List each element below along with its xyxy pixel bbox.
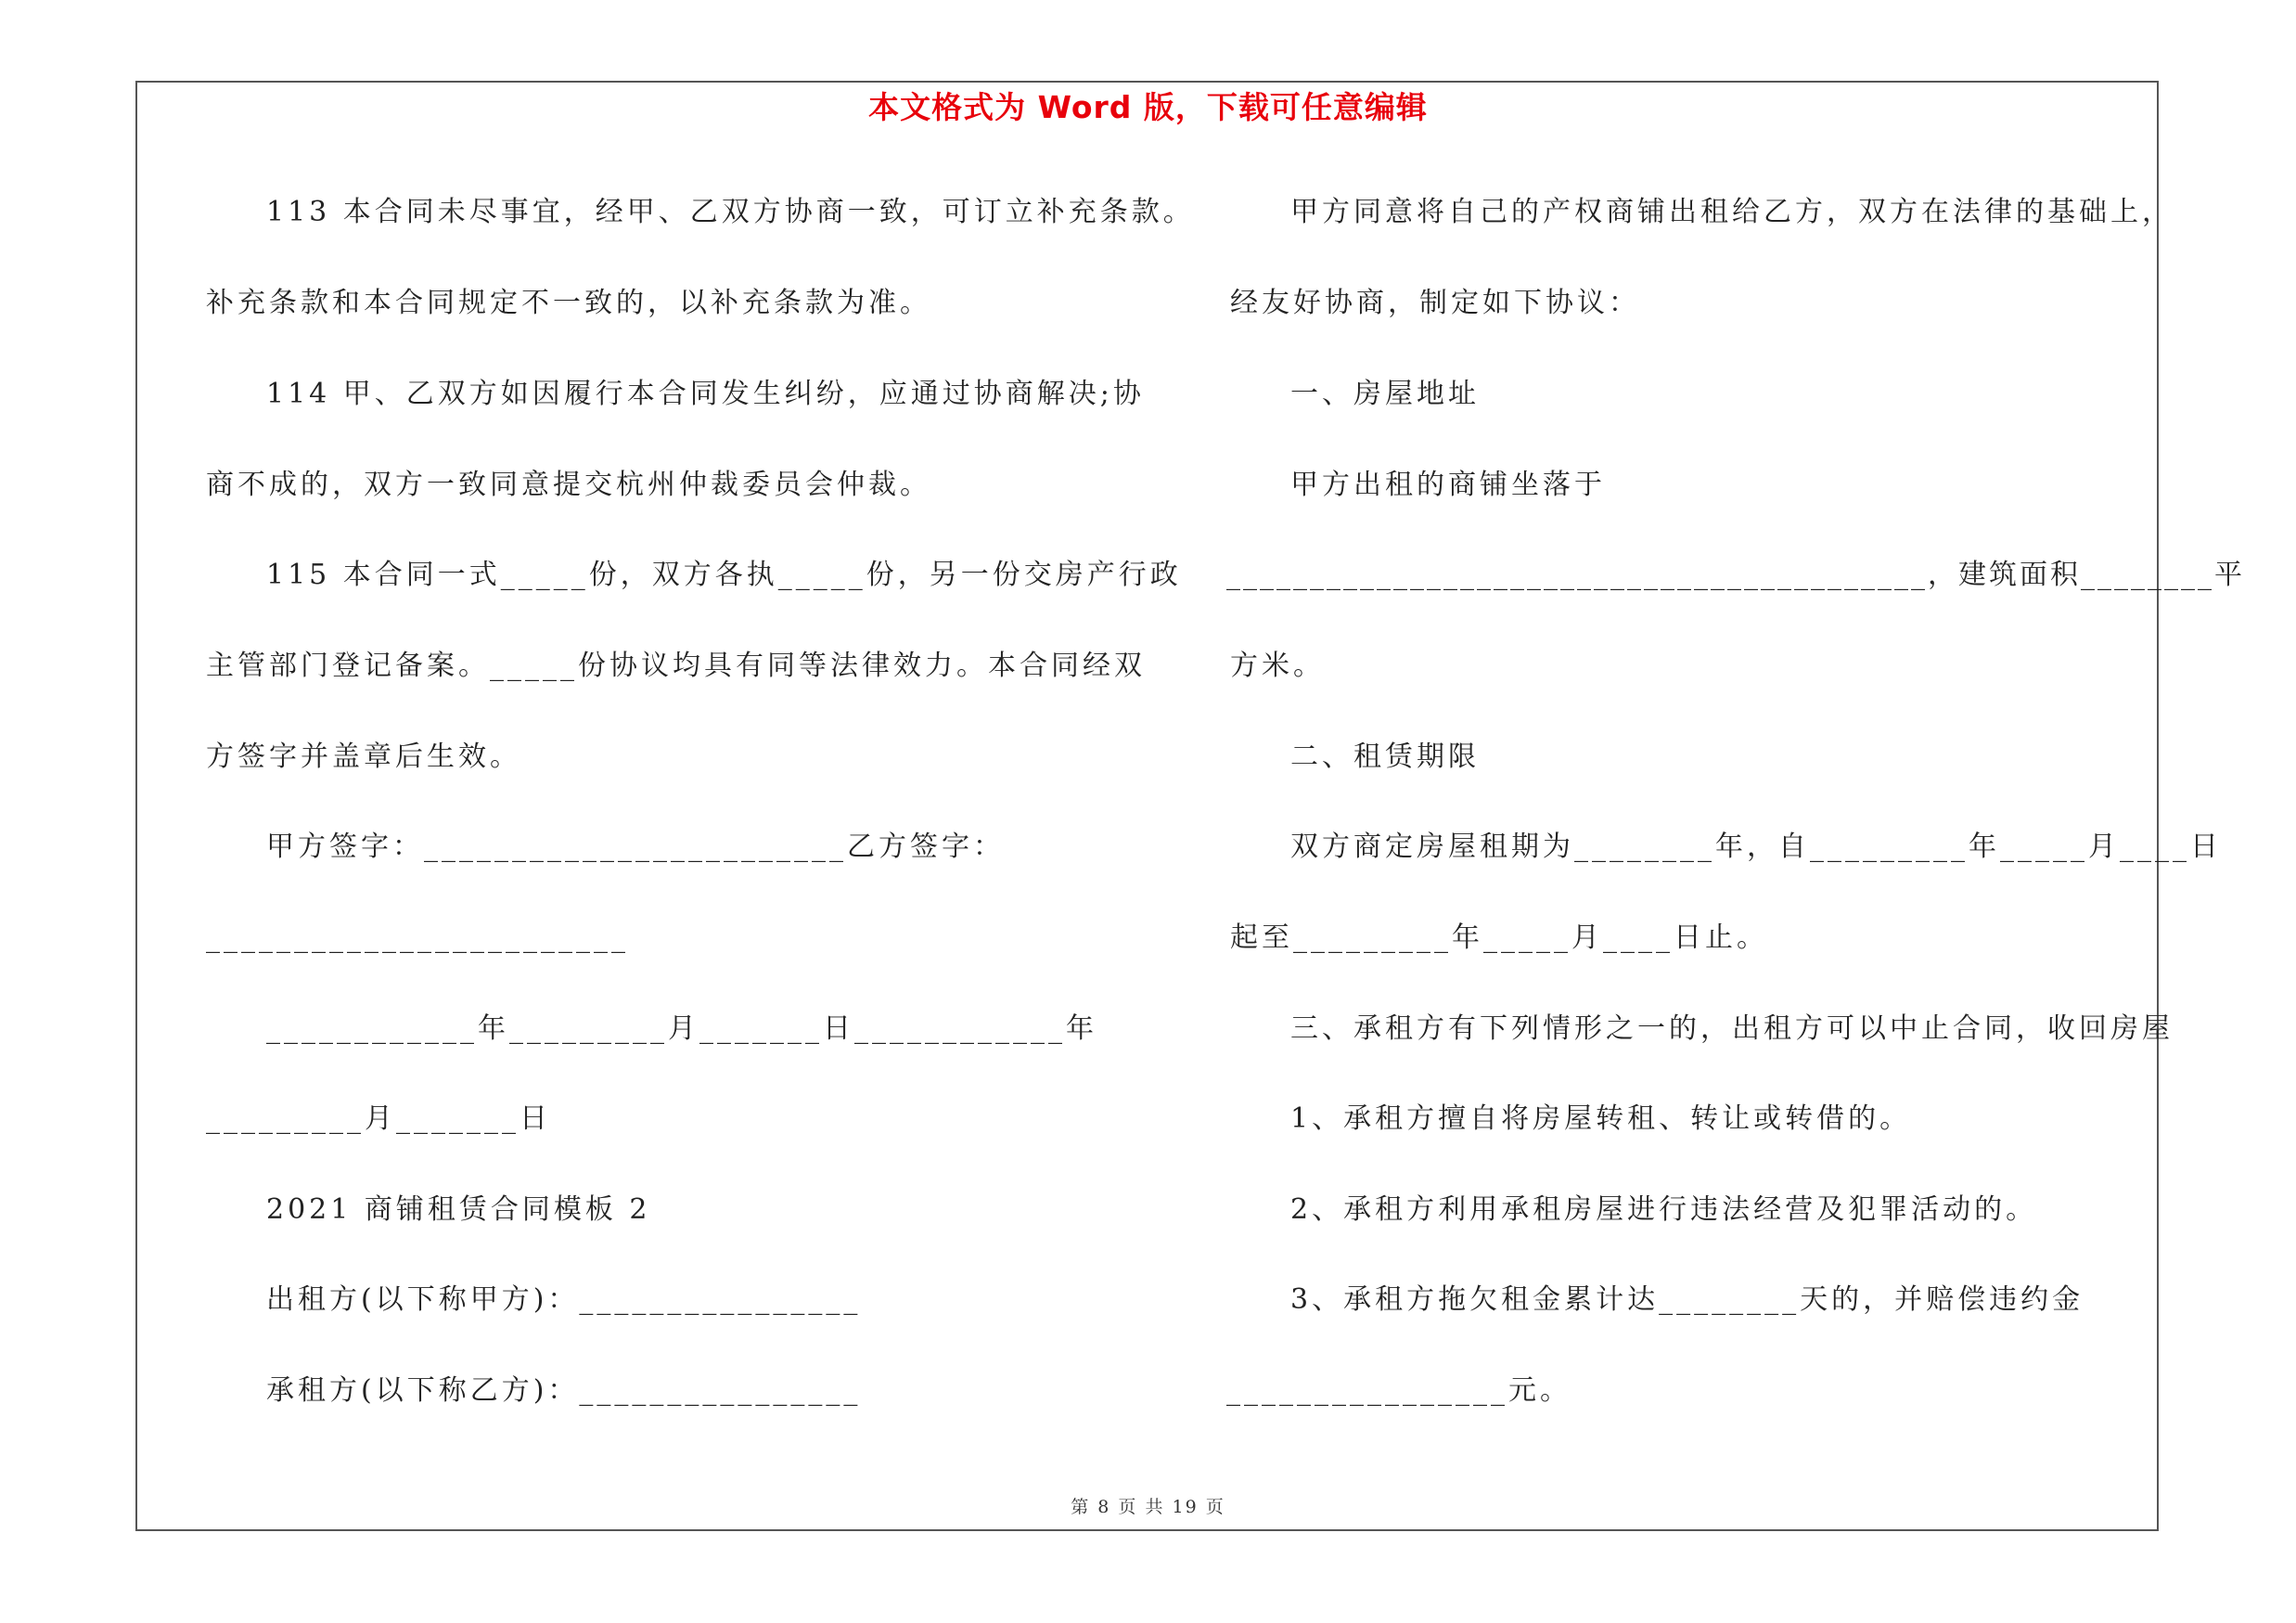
left-line-1: 113 本合同未尽事宜，经甲、乙双方协商一致，可订立补充条款。 bbox=[266, 196, 1195, 228]
left-line-6: 主管部门登记备案。_____份协议均具有同等法律效力。本合同经双 bbox=[206, 650, 1146, 682]
lessee-line: 承租方(以下称乙方)：________________ bbox=[266, 1374, 862, 1407]
section-heading-term: 二、租赁期限 bbox=[1290, 741, 1480, 773]
section-heading-address: 一、房屋地址 bbox=[1290, 378, 1480, 410]
format-banner: 本文格式为 Word 版，下载可任意编辑 bbox=[868, 89, 1428, 125]
lessor-line: 出租方(以下称甲方)：________________ bbox=[266, 1283, 862, 1316]
left-line-7: 方签字并盖章后生效。 bbox=[206, 741, 521, 773]
right-line-2: 经友好协商，制定如下协议： bbox=[1230, 287, 1640, 319]
signature-line: 甲方签字：________________________乙方签字： bbox=[266, 831, 1005, 863]
clause-3-continued: ________________元。 bbox=[1226, 1374, 1571, 1407]
right-line-6: 方米。 bbox=[1230, 650, 1325, 682]
clause-3: 3、承租方拖欠租金累计达________天的，并赔偿违约金 bbox=[1290, 1283, 2084, 1316]
template-title: 2021 商铺租赁合同模板 2 bbox=[266, 1193, 651, 1226]
clause-1: 1、承租方擅自将房屋转租、转让或转借的。 bbox=[1290, 1102, 1912, 1135]
clause-2: 2、承租方利用承租房屋进行违法经营及犯罪活动的。 bbox=[1290, 1193, 2038, 1226]
left-line-2: 补充条款和本合同规定不一致的，以补充条款为准。 bbox=[206, 287, 931, 319]
date-line-1: ____________年_________月_______日____________年 bbox=[266, 1012, 1097, 1045]
page-number: 第 8 页 共 19 页 bbox=[1071, 1497, 1225, 1517]
term-line-2: 起至_________年_____月____日止。 bbox=[1230, 921, 1768, 954]
term-line-1: 双方商定房屋租期为________年，自_________年_____月____日 bbox=[1290, 831, 2222, 863]
right-line-1: 甲方同意将自己的产权商铺出租给乙方，双方在法律的基础上， bbox=[1290, 196, 2174, 228]
address-blank-line: __________________________________________，建筑面积________平 bbox=[1226, 559, 2245, 591]
left-line-3: 114 甲、乙双方如因履行本合同发生纠纷，应通过协商解决;协 bbox=[266, 378, 1145, 410]
section-heading-termination: 三、承租方有下列情形之一的，出租方可以中止合同，收回房屋 bbox=[1290, 1012, 2174, 1045]
left-line-5: 115 本合同一式_____份，双方各执_____份，另一份交房产行政 bbox=[266, 559, 1182, 591]
date-line-2: _________月_______日 bbox=[206, 1102, 551, 1135]
left-line-4: 商不成的，双方一致同意提交杭州仲裁委员会仲裁。 bbox=[206, 469, 931, 501]
signature-blank: ________________________ bbox=[206, 921, 629, 954]
right-line-4: 甲方出租的商铺坐落于 bbox=[1290, 469, 1606, 501]
